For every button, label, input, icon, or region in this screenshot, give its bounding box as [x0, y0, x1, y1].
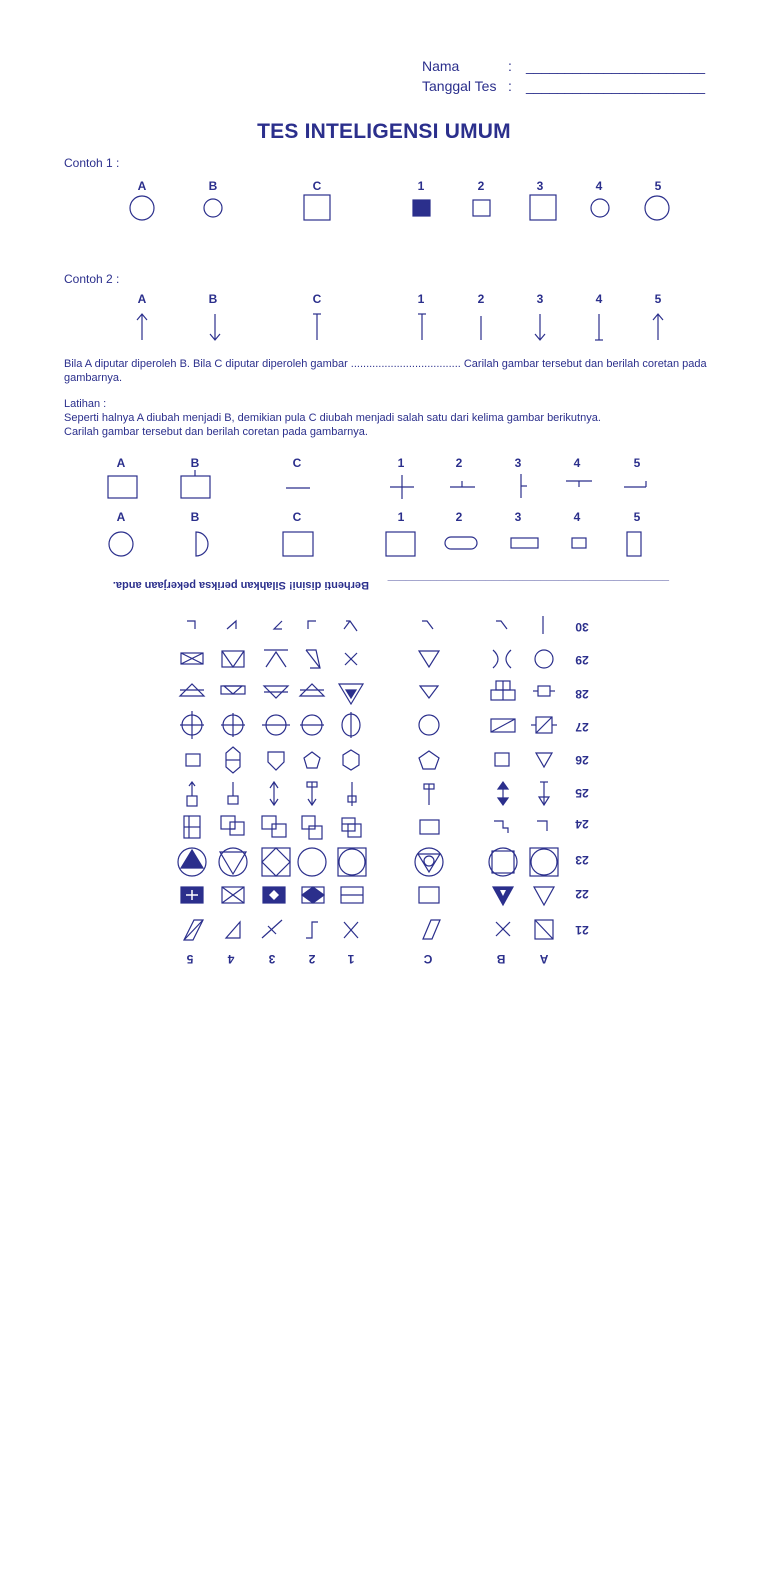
r29-3-tri-lines-icon[interactable] — [264, 650, 288, 667]
c1-header-1: 1 — [417, 179, 425, 193]
r22-3-filled-rect-icon[interactable] — [263, 887, 285, 903]
r23-a-square-circle-icon — [530, 848, 558, 876]
ud-row-30: 30 — [575, 620, 589, 634]
r29-a-circle-icon — [535, 650, 553, 668]
c2-header-5: 5 — [654, 292, 662, 306]
l1-header-b: B — [190, 456, 200, 470]
r29-2-slash-icon[interactable] — [306, 650, 320, 668]
nama-blank[interactable]: _______________________ — [526, 58, 706, 74]
r23-b-circle-square-icon — [489, 848, 517, 876]
r25-3-double-arrow-icon[interactable] — [270, 782, 278, 805]
r28-5-tri-icon[interactable] — [180, 684, 204, 696]
l2-header-c: C — [292, 510, 302, 524]
ud-row-27: 27 — [575, 720, 589, 734]
r26-1-hexagon-icon[interactable] — [343, 750, 359, 770]
r23-2-circle-icon[interactable] — [298, 848, 326, 876]
c1-header-2: 2 — [477, 179, 485, 193]
r24-1-squares-icon[interactable] — [342, 818, 361, 837]
r26-a-triangle-icon — [536, 753, 552, 767]
l2-header-a: A — [116, 510, 126, 524]
ud-header-1: 1 — [347, 952, 355, 966]
l1-header-1: 1 — [397, 456, 405, 470]
c2-header-1: 1 — [417, 292, 425, 306]
r22-a-triangle-icon — [534, 887, 554, 905]
r24-a-corner-icon — [537, 821, 547, 831]
r24-c-rect-icon — [420, 820, 439, 834]
ud-row-26: 26 — [575, 753, 589, 767]
ud-header-3: 3 — [268, 952, 276, 966]
r24-5-stack-icon[interactable] — [184, 816, 200, 838]
l1-header-c: C — [292, 456, 302, 470]
r26-4-diamond-hex-icon[interactable] — [226, 747, 240, 773]
r25-1-ibeam-icon[interactable] — [348, 782, 356, 806]
r21-a-square-diag-icon — [535, 920, 553, 939]
l2-header-5: 5 — [633, 510, 641, 524]
r28-4-tri-icon[interactable] — [221, 686, 245, 694]
r30-2-corner-icon[interactable] — [308, 621, 316, 629]
r30-5-corner-icon[interactable] — [187, 621, 195, 629]
latihan-line1: Seperti halnya A diubah menjadi B, demikian pula C diubah menjadi salah satu dari kelima gambar berikutnya. — [64, 412, 601, 424]
r28-b-stack-rect-icon — [491, 681, 515, 700]
r27-3-circle-line-icon[interactable] — [262, 715, 290, 735]
r23-5-circle-tri-icon[interactable] — [178, 848, 206, 876]
r29-4-box-tri-icon[interactable] — [222, 651, 244, 667]
c2-header-3: 3 — [536, 292, 544, 306]
r27-4-circle-cross-icon[interactable] — [221, 713, 245, 737]
r21-3-cross-slash-icon[interactable] — [262, 920, 282, 938]
ud-row-23: 23 — [575, 853, 589, 867]
ud-header-4: 4 — [227, 952, 235, 966]
r22-4-rect-x-icon[interactable] — [222, 887, 244, 903]
l1-header-4: 4 — [573, 456, 581, 470]
r27-c-circle-icon — [419, 715, 439, 735]
r26-b-square-icon — [495, 753, 509, 766]
l2-header-1: 1 — [397, 510, 405, 524]
r29-1-x-icon[interactable] — [345, 653, 357, 665]
r27-2-circle-line-icon[interactable] — [300, 715, 324, 735]
c2-header-2: 2 — [477, 292, 485, 306]
r28-c-triangle-icon — [420, 686, 438, 698]
l2-header-3: 3 — [514, 510, 522, 524]
r27-5-circle-cross-icon[interactable] — [180, 711, 204, 739]
r24-4-squares-icon[interactable] — [221, 816, 244, 835]
r25-c-ibeam-icon — [424, 784, 434, 805]
stop-text: Berhenti disini! Silahkan periksa pekerjaan anda. — [112, 579, 369, 591]
c1-header-a: A — [137, 179, 147, 193]
r27-b-rect-diag-icon — [491, 719, 515, 732]
r26-5-square-icon[interactable] — [186, 754, 200, 766]
r28-a-small-rect-icon — [533, 686, 555, 696]
r24-b-step-icon — [494, 821, 508, 833]
c2-header-4: 4 — [595, 292, 603, 306]
ud-header-5: 5 — [186, 952, 194, 966]
r27-a-square-diag-icon — [531, 717, 557, 733]
ud-row-24: 24 — [575, 817, 589, 831]
r30-c-check-icon — [422, 621, 433, 629]
latihan-line2: Carilah gambar tersebut dan berilah coretan pada gambarnya. — [64, 426, 368, 438]
r24-3-squares-icon[interactable] — [262, 816, 286, 837]
r21-c-parallelogram-icon — [423, 920, 440, 939]
r22-1-rect-line-icon[interactable] — [341, 887, 363, 903]
stop-line: ______________________________________________ — [387, 579, 669, 591]
r27-1-oval-line-icon[interactable] — [342, 712, 360, 738]
l2-header-b: B — [190, 510, 200, 524]
r30-b-check-icon — [496, 621, 507, 629]
r25-2-arrow-icon[interactable] — [307, 782, 317, 805]
r24-2-squares-icon[interactable] — [302, 816, 322, 839]
c1-header-c: C — [312, 179, 322, 193]
tanggal-colon: : — [508, 78, 512, 94]
latihan-title: Latihan : — [64, 398, 107, 410]
ud-row-21: 21 — [575, 923, 589, 937]
c1-header-5: 5 — [654, 179, 662, 193]
r25-a-arrow-icon — [539, 782, 549, 805]
ud-header-b: B — [496, 952, 506, 966]
r22-b-tri-filled-icon — [493, 887, 513, 905]
c1-header-b: B — [208, 179, 218, 193]
r30-1-slash-icon[interactable] — [344, 621, 357, 631]
r21-1-x-icon[interactable] — [344, 922, 358, 938]
tanggal-blank[interactable]: _______________________ — [526, 78, 706, 94]
r30-3-angle-icon[interactable] — [274, 621, 282, 629]
r25-b-double-arrow-icon — [498, 782, 508, 805]
l2-header-2: 2 — [455, 510, 463, 524]
r21-2-step-icon[interactable] — [306, 922, 318, 938]
c1-header-4: 4 — [595, 179, 603, 193]
r28-2-tri-icon[interactable] — [300, 684, 324, 696]
r21-4-triangle-icon[interactable] — [226, 922, 240, 938]
r29-b-arcs-icon — [493, 650, 511, 668]
l2-header-4: 4 — [573, 510, 581, 524]
c1-header-3: 3 — [536, 179, 544, 193]
r29-c-triangle-down-icon — [419, 651, 439, 667]
r22-5-filled-cross-icon[interactable] — [181, 887, 203, 903]
r23-c-circle-tri-icon — [415, 848, 443, 876]
r26-2-pentagon-icon[interactable] — [304, 752, 320, 768]
ud-header-2: 2 — [308, 952, 316, 966]
r25-4-line-box-icon[interactable] — [228, 782, 238, 804]
r26-3-shield-icon[interactable] — [268, 752, 284, 770]
l1-header-a: A — [116, 456, 126, 470]
r23-1-square-circle-icon[interactable] — [338, 848, 366, 876]
r23-4-circle-tri-icon[interactable] — [219, 848, 247, 876]
ud-row-25: 25 — [575, 786, 589, 800]
nama-label: Nama — [422, 58, 460, 74]
r22-2-filled-diamond-icon[interactable] — [302, 887, 324, 903]
ud-row-29: 29 — [575, 653, 589, 667]
contoh2-label: Contoh 2 : — [64, 272, 120, 286]
l1-header-3: 3 — [514, 456, 522, 470]
r28-1-tri-icon[interactable] — [339, 684, 363, 704]
r21-b-x-icon — [496, 922, 510, 936]
r21-5-parallelogram-icon[interactable] — [184, 920, 203, 940]
r23-3-square-diamond-icon[interactable] — [262, 848, 290, 876]
contoh1-label: Contoh 1 : — [64, 156, 120, 170]
r29-5-bowtie-icon[interactable] — [181, 653, 203, 664]
l1-header-2: 2 — [455, 456, 463, 470]
c2-header-a: A — [137, 292, 147, 306]
ud-row-28: 28 — [575, 687, 589, 701]
ud-header-a: A — [539, 952, 549, 966]
instruction-text: Bila A diputar diperoleh B. Bila C diputar diperoleh gambar .................................... Carilah gambar tersebut dan berilah coretan pada gambarnya. — [64, 358, 707, 384]
ud-header-c: C — [423, 952, 433, 966]
c2-header-c: C — [312, 292, 322, 306]
page-title: TES INTELIGENSI UMUM — [257, 120, 511, 143]
r30-4-angle-icon[interactable] — [227, 621, 236, 629]
l1-header-5: 5 — [633, 456, 641, 470]
r28-3-tri-icon[interactable] — [264, 686, 288, 698]
r25-5-arrow-box-icon[interactable] — [187, 782, 197, 806]
tanggal-label: Tanggal Tes — [422, 78, 497, 94]
nama-colon: : — [508, 58, 512, 74]
r26-c-pentagon-icon — [419, 751, 439, 769]
c2-header-b: B — [208, 292, 218, 306]
r22-c-rect-icon — [419, 887, 439, 903]
ud-row-22: 22 — [575, 887, 589, 901]
